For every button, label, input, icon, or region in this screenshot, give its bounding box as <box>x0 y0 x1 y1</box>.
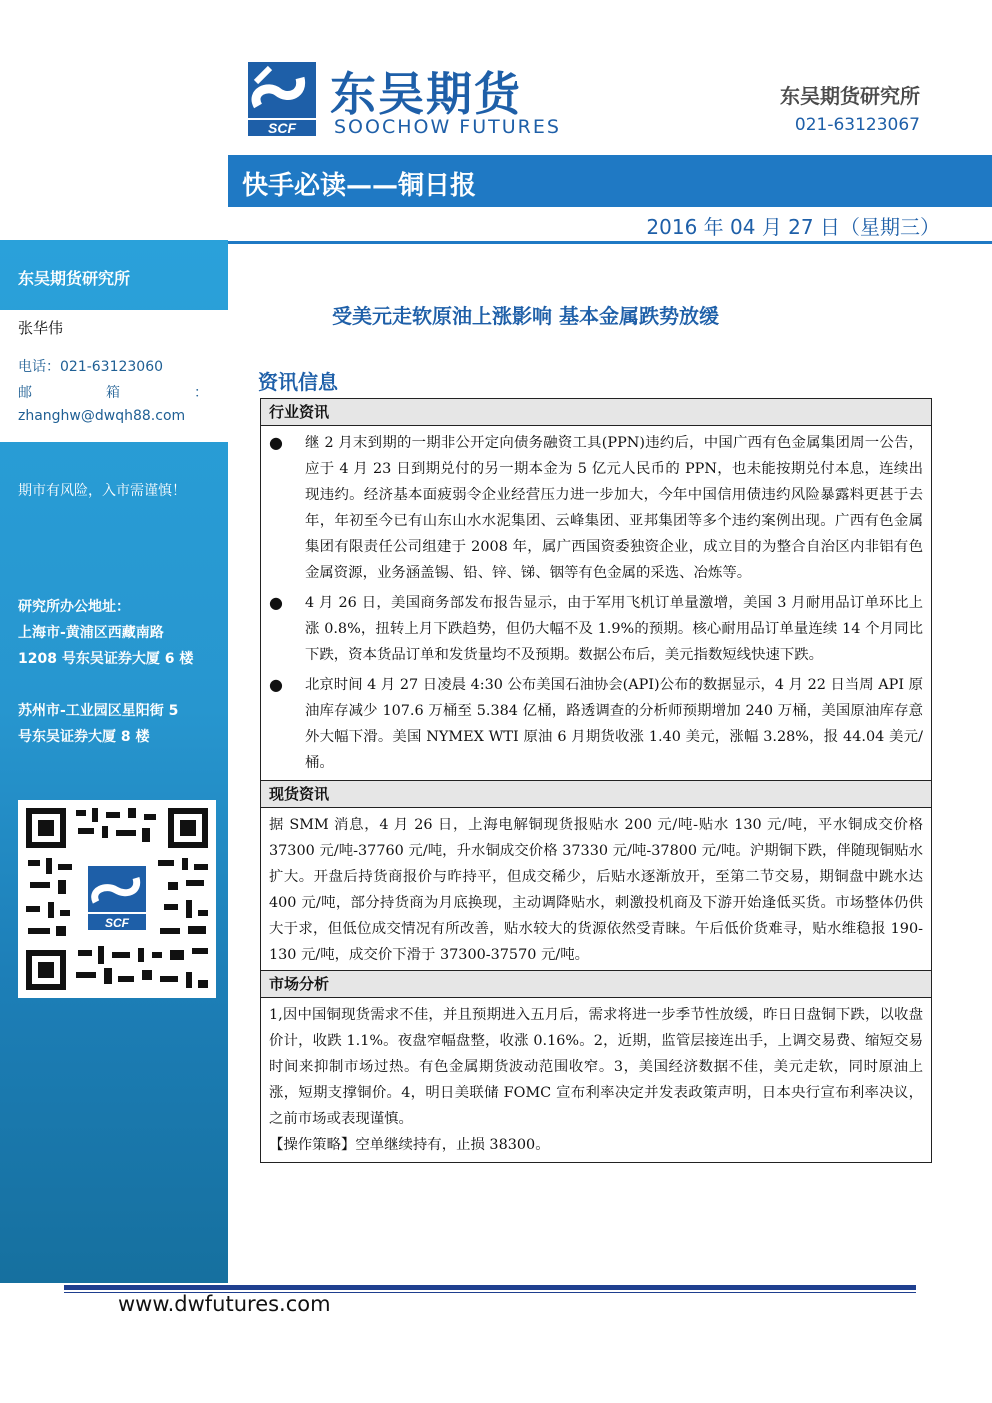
list-item <box>261 668 931 780</box>
bullet-icon: ● <box>269 433 283 452</box>
report-title: 快手必读——铜日报 <box>242 171 477 201</box>
spot-news-text: 据 SMM 消息，4 月 26 日，上海电解铜现货报贴水 200 元/吨-贴水 130 元/吨，平水铜成交价格 37300 元/吨-37760 元/吨，升水铜成交价格 37330 元/吨-37800 元/吨。沪期铜下跌，伴随现铜贴水扩大。开盘后持货商报价与昨持平，但成交稀少，后贴水逐渐放开，至第二节交易，期铜盘中跳水达 400 元/吨，部分持货商为月底换现，主动调降贴水，刺激投机商及下游开始逢低买货。市场整体仍供大于求，但低位成交情况有所改善，贴水较大的货源依然受青睐。午后低价货难寻，贴水维稳报 190-130 元/吨，成交价下滑于 37300-37570 元/吨。 <box>269 817 923 963</box>
qr-logo-text: SCF <box>105 916 129 930</box>
logo-english-name: SOOCHOW FUTURES <box>334 116 561 138</box>
spot-news-header: 现货资讯 <box>261 781 931 808</box>
industry-news-body <box>261 426 931 780</box>
headline: 受美元走软原油上涨影响 基本金属跌势放缓 <box>332 304 719 328</box>
section-title: 资讯信息 <box>258 370 338 394</box>
address-shanghai-2: 1208 号东吴证券大厦 6 楼 <box>18 651 194 667</box>
company-logo-icon <box>248 62 316 136</box>
footer-website-link[interactable]: www.dwfutures.com <box>118 1292 331 1316</box>
address-title: 研究所办公地址： <box>18 599 130 615</box>
list-item <box>261 426 931 586</box>
date-bar <box>228 207 992 244</box>
address-suzhou-2: 号东吴证券大厦 8 楼 <box>18 729 150 745</box>
address-shanghai-1: 上海市-黄浦区西藏南路 <box>18 625 164 641</box>
market-analysis-header: 市场分析 <box>261 971 931 998</box>
industry-news-3: 北京时间 4 月 27 日凌晨 4:30 公布美国石油协会(API)公布的数据显示，4 月 22 日当周 API 原油库存减少 107.6 万桶至 5.384 亿桶，路透调查的分析师预期增加 240 万桶，美国原油库存意外大幅下滑。美国 NYMEX WTI 原油 6 月期货收涨 1.40 美元，涨幅 3.28%，报 44.04 美元/桶。 <box>305 677 923 771</box>
footer-divider <box>64 1285 916 1290</box>
qr-code-icon[interactable] <box>18 800 216 998</box>
bullet-icon: ● <box>269 593 283 612</box>
analyst-tel: 电话：021-63123060 <box>18 359 164 375</box>
operation-strategy: 【操作策略】空单继续持有，止损 38300。 <box>269 1137 550 1153</box>
report-date: 2016 年 04 月 27 日（星期三） <box>646 215 940 239</box>
bullet-icon: ● <box>269 675 283 694</box>
industry-news-1: 继 2 月末到期的一期非公开定向债务融资工具(PPN)违约后，中国广西有色金属集团周一公告，应于 4 月 23 日到期兑付的另一期本金为 5 亿元人民币的 PPN，也未能按期兑付本息，连续出现违约。经济基本面疲弱令企业经营压力进一步加大，今年中国信用债违约风险暴露料更甚于去年，年初至今已有山东山水水泥集团、云峰集团、亚邦集团等多个违约案例出现。广西有色金属集团有限责任公司组建于 2008 年，属广西国资委独资企业，成立目的为整合自治区内非铝有色金属资源，业务涵盖锡、铅、锌、锑、铟等有色金属的采选、冶炼等。 <box>305 435 923 581</box>
logo-chinese-name: 东吴期货 <box>330 67 522 121</box>
address-suzhou-1: 苏州市-工业园区星阳街 5 <box>18 703 179 719</box>
header-phone: 021-63123067 <box>794 115 920 135</box>
analyst-email[interactable]: zhanghw@dwqh88.com <box>18 408 186 424</box>
sidebar-institute: 东吴期货研究所 <box>18 269 131 288</box>
report-title-bar <box>228 155 992 207</box>
industry-news-header: 行业资讯 <box>261 399 931 426</box>
risk-warning: 期市有风险，入市需谨慎！ <box>18 483 186 499</box>
sidebar <box>0 240 228 1283</box>
contact-block <box>0 346 228 442</box>
industry-news-2: 4 月 26 日，美国商务部发布报告显示，由于军用飞机订单量激增，美国 3 月耐用品订单环比上涨 0.8%，扭转上月下跌趋势，但仍大幅不及 1.9%的预期。核心耐用品订单量连续 14 个月同比下跌，资本货品订单和发货量均不及预期。数据公布后，美元指数短线快速下跌。 <box>305 595 923 663</box>
list-item <box>261 586 931 668</box>
mail-label: 邮 箱 ： <box>18 385 208 401</box>
analyst-block <box>0 310 228 346</box>
market-analysis-body <box>261 998 931 1162</box>
spot-news-body <box>261 808 931 970</box>
header-institute: 东吴期货研究所 <box>780 84 920 108</box>
market-analysis-text: 1,因中国铜现货需求不佳，并且预期进入五月后，需求将进一步季节性放缓，昨日日盘铜下跌，以收盘价计，收跌 1.1%。夜盘窄幅盘整，收涨 0.16%。2，近期，监管层接连出手，上调交易费、缩短交易时间来抑制市场过热。有色金属期货波动范围收窄。3，美国经济数据不佳，美元走软，同时原油上涨，短期支撑铜价。4，明日美联储 FOMC 宣布利率决定并发表政策声明，日本央行宣布利率决议，之前市场或表现谨慎。 <box>269 1007 923 1127</box>
analyst-name: 张华伟 <box>18 319 64 337</box>
logo-mark-text: SCF <box>268 120 296 136</box>
news-table <box>260 398 932 1163</box>
